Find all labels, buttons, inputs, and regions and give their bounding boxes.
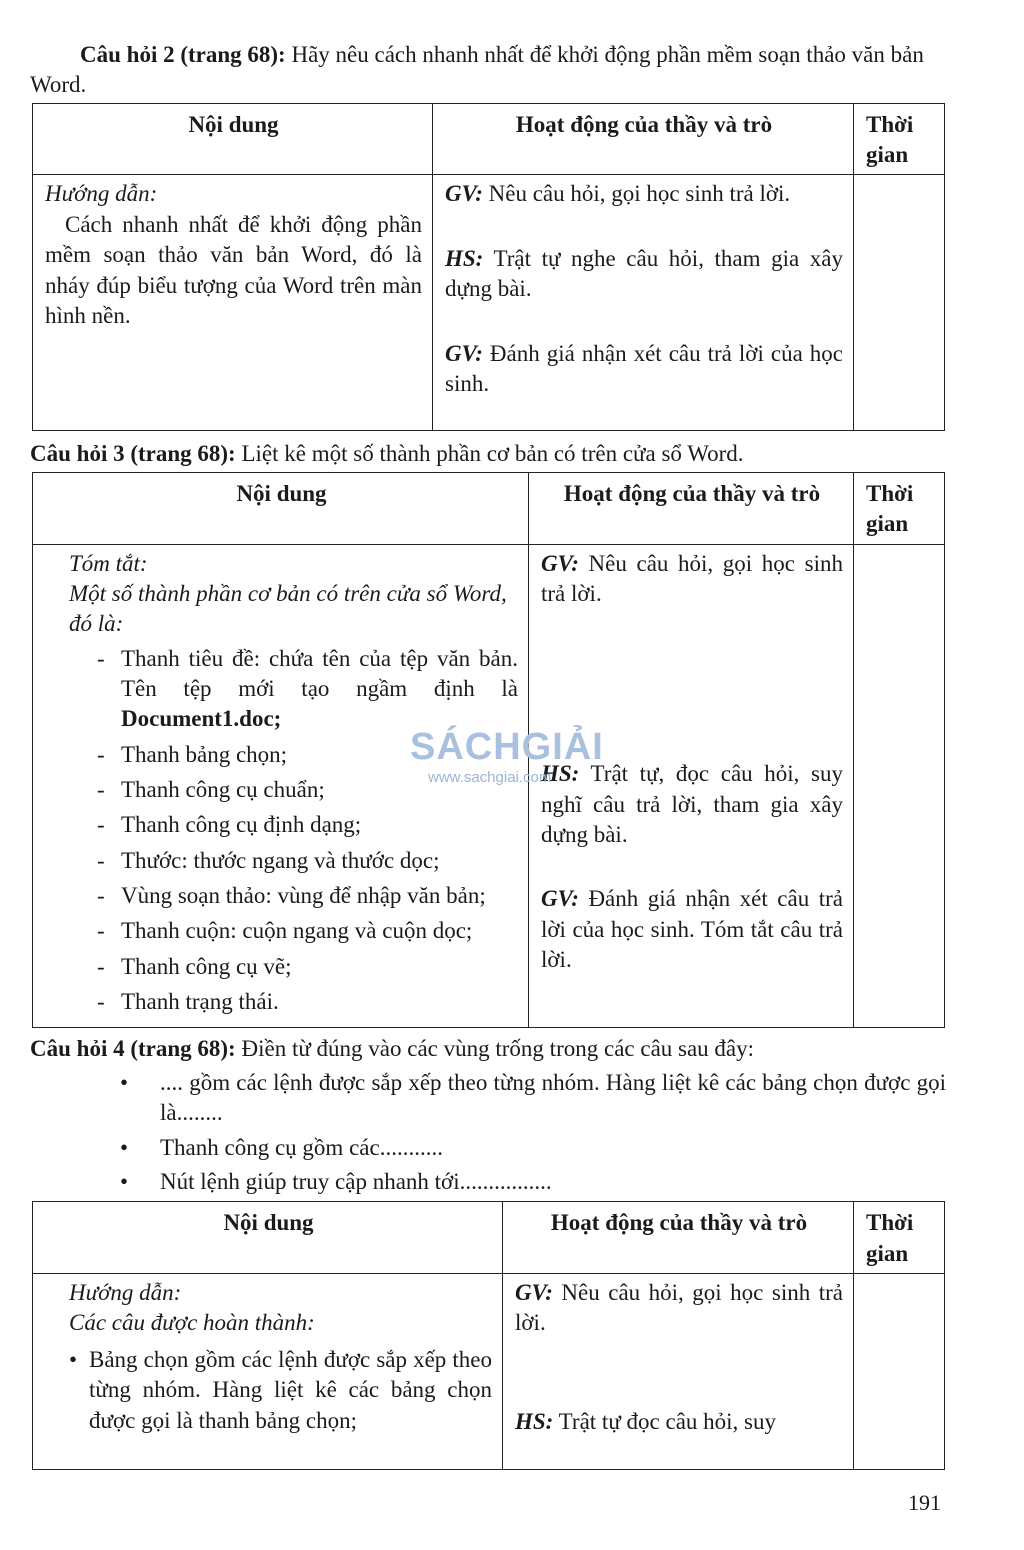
page-number: 191	[908, 1490, 941, 1515]
activity-role: GV:	[445, 181, 483, 207]
content-intro: Các câu được hoàn thành:	[69, 1310, 315, 1336]
activity-text: Trật tự, đọc câu hỏi, suy nghĩ câu trả lời, tham gia xây dựng bài.	[541, 761, 843, 847]
content-cell	[33, 175, 433, 431]
table-header-row	[33, 1202, 945, 1274]
activities-cell	[503, 1274, 854, 1470]
list-item: - Thanh cuộn: cuộn ngang và cuộn dọc;	[97, 916, 518, 946]
content-intro: Một số thành phần cơ bản có trên cửa sổ Word, đó là:	[69, 580, 507, 637]
activity-text: Nêu câu hỏi, gọi học sinh trả lời.	[541, 550, 843, 606]
list-item: - Thanh bảng chọn;	[97, 740, 518, 770]
activity-text: Trật tự nghe câu hỏi, tham gia xây dựng bài.	[445, 245, 843, 302]
activity-gv-ask	[515, 1278, 843, 1339]
content-label: Tóm tắt:	[69, 550, 148, 576]
header-time: Thời gian	[854, 472, 945, 544]
component-list	[69, 644, 518, 1018]
activity-role: GV:	[541, 550, 579, 576]
watermark-brand: SÁCHGIẢI	[410, 726, 604, 768]
activities-cell	[433, 175, 854, 431]
activity-gv-evaluate	[541, 884, 843, 975]
header-content: Nội dung	[33, 103, 433, 175]
question-3-text: Liệt kê một số thành phần cơ bản có trên cửa sổ Word.	[235, 441, 744, 467]
content-label: Hướng dẫn:	[69, 1280, 182, 1306]
list-item: - Thanh trạng thái.	[97, 987, 518, 1017]
list-item: • Bảng chọn gồm các lệnh được sắp xếp theo từng nhóm. Hàng liệt kê các bảng chọn được gọi là thanh bảng chọn;	[69, 1345, 492, 1436]
list-item: • .... gồm các lệnh được sắp xếp theo từng nhóm. Hàng liệt kê các bảng chọn được gọi là........	[120, 1068, 946, 1129]
table-header-row	[33, 472, 945, 544]
page-content	[30, 40, 946, 1474]
activity-text: Đánh giá nhận xét câu trả lời của học sinh.	[445, 340, 843, 396]
list-item	[97, 644, 518, 735]
activity-role: GV:	[445, 340, 483, 366]
activity-text: Nêu câu hỏi, gọi học sinh trả lời.	[515, 1280, 843, 1336]
table-row	[33, 175, 945, 431]
activity-role: HS:	[445, 245, 484, 271]
activity-text: Đánh giá nhận xét câu trả lời của học sinh. Tóm tắt câu trả lời.	[541, 886, 843, 973]
question-4-table	[32, 1201, 945, 1470]
activity-gv-ask	[445, 179, 843, 209]
activity-hs	[515, 1407, 843, 1437]
header-activities: Hoạt động của thầy và trò	[529, 472, 854, 544]
activities-cell	[529, 544, 854, 1027]
question-3	[30, 439, 946, 469]
question-3-heading: Câu hỏi 3 (trang 68):	[30, 441, 236, 467]
activity-gv-evaluate	[445, 339, 843, 400]
list-item: • Nút lệnh giúp truy cập nhanh tới................	[120, 1167, 946, 1197]
activity-role: HS:	[515, 1408, 554, 1434]
activity-text: Nêu câu hỏi, gọi học sinh trả lời.	[482, 181, 791, 207]
activity-role: GV:	[541, 886, 579, 912]
fill-in-list	[30, 1068, 946, 1197]
header-activities: Hoạt động của thầy và trò	[503, 1202, 854, 1274]
header-time: Thời gian	[854, 1202, 945, 1274]
list-item: - Thước: thước ngang và thước dọc;	[97, 846, 518, 876]
table-row	[33, 544, 945, 1027]
content-label: Hướng dẫn:	[45, 181, 158, 207]
list-item: - Thanh công cụ định dạng;	[97, 810, 518, 840]
list-item: • Thanh công cụ gồm các...........	[120, 1133, 946, 1163]
list-item: - Thanh công cụ vẽ;	[97, 952, 518, 982]
header-activities: Hoạt động của thầy và trò	[433, 103, 854, 175]
list-item: - Vùng soạn thảo: vùng để nhập văn bản;	[97, 881, 518, 911]
question-4-heading: Câu hỏi 4 (trang 68):	[30, 1035, 236, 1061]
content-cell	[33, 1274, 503, 1470]
header-content: Nội dung	[33, 1202, 503, 1274]
question-3-table	[32, 472, 945, 1028]
question-2-heading: Câu hỏi 2 (trang 68):	[80, 42, 286, 67]
question-4	[30, 1034, 946, 1064]
content-cell	[33, 544, 529, 1027]
header-time: Thời gian	[854, 103, 945, 175]
table-row	[33, 1274, 945, 1470]
list-item-text: Thanh tiêu đề: chứa tên của tệp văn bản. Tên tệp mới tạo ngầm định là	[121, 645, 518, 701]
activity-role: GV:	[515, 1280, 553, 1306]
header-content: Nội dung	[33, 472, 529, 544]
activity-text: Trật tự đọc câu hỏi, suy	[553, 1408, 776, 1434]
question-4-text: Điền từ đúng vào các vùng trống trong các câu sau đây:	[235, 1035, 755, 1061]
list-item: - Thanh công cụ chuẩn;	[97, 775, 518, 805]
time-cell	[854, 1274, 945, 1470]
activity-hs	[445, 244, 843, 305]
question-2	[30, 40, 946, 101]
activity-role: HS:	[541, 761, 580, 787]
time-cell	[854, 175, 945, 431]
question-2-text: Hãy nêu cách nhanh nhất để khởi động phần mềm soạn thảo văn bản Word.	[30, 42, 924, 98]
watermark-url: www.sachgiai.com	[428, 769, 552, 787]
activity-gv-ask	[541, 549, 843, 610]
time-cell	[854, 544, 945, 1027]
table-header-row	[33, 103, 945, 175]
activity-hs	[541, 759, 843, 850]
question-2-table	[32, 103, 945, 432]
content-text: Cách nhanh nhất để khởi động phần mềm soạn thảo văn bản Word, đó là nháy đúp biểu tượng của Word trên màn hình nền.	[45, 211, 422, 328]
completed-list	[51, 1345, 492, 1436]
default-filename: Document1.doc;	[121, 706, 282, 732]
